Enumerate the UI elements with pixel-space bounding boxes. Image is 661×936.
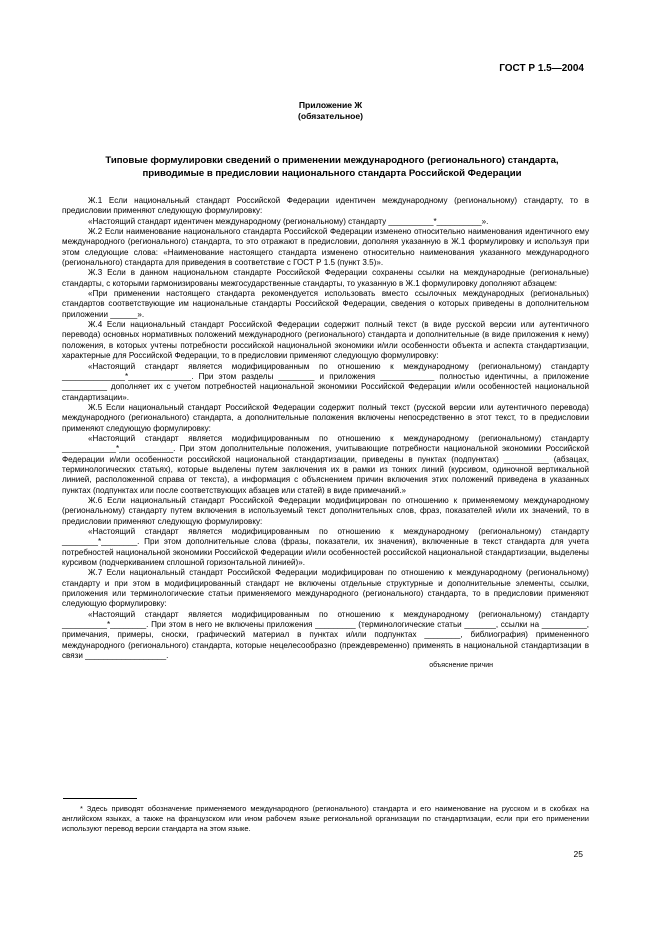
paragraph: «Настоящий стандарт является модифицированным по отношению к международному (региональному) стандарту ________*________. При этом дополнительные слова (фразы, показатели, их значения), включенные в текст стандарта для учета потребностей национальной экономики Российской Федерации и/или особенностей российской национальной стандартизации, выделены курсивом (подчеркиванием сплошной горизонтальной линией)». [62,527,589,568]
paragraph: Ж.1 Если национальный стандарт Российской Федерации идентичен международному (региональному) стандарту, то в предисловии применяют следующую формулировку: [62,196,589,216]
title-line-1: Типовые формулировки сведений о применении международного (регионального) стандарта, [105,155,559,166]
body-text [62,196,589,670]
paragraph: «Настоящий стандарт является модифицированным по отношению к международному (региональному) стандарту ______________*______________. При этом разделы ________ и приложения ____________ полностью идентичны, а приложение __________ дополняет их с учетом потребностей национальной экономики Российской Федерации и/или особенностей национальной стандартизации». [62,361,589,402]
title-line-2: приводимые в предисловии национального стандарта Российской Федерации [142,167,522,179]
page-number: 25 [573,849,583,859]
appendix-status: (обязательное) [297,111,364,121]
standard-number: ГОСТ Р 1.5—2004 [499,63,584,74]
footnote-rule [63,798,137,799]
appendix-label: Приложение Ж [298,100,363,110]
paragraph: «Настоящий стандарт идентичен международному (региональному) стандарту __________*__________». [88,216,489,226]
paragraph: Ж.3 Если в данном национальном стандарте Российской Федерации сохранены ссылки на международные (региональные) стандарты, с которыми гармонизированы межгосударственные стандарты, то указанную в Ж.1 формулировку дополняют абзацем: [62,268,589,288]
footnote-text: * Здесь приводят обозначение применяемого международного (регионального) стандарта и его наименование на русском и в скобках на английском языках, а также на французском или ином рабочем языке региональной организации по стандартизации, если при его применении используют перевод версии стандарта на этом языке. [62,804,589,833]
paragraph: Ж.6 Если национальный стандарт Российской Федерации модифицирован по отношению к применяемому международному (региональному) стандарту путем включения в используемый текст дополнительных слов, фраз, показателей и/или их значений, то в предисловии применяют следующую формулировку: [62,495,589,526]
paragraph: Ж.7 Если национальный стандарт Российской Федерации модифицирован по отношению к международному (региональному) стандарту и при этом в модифицированный стандарт не включены отдельные структурные и дополнительные элементы, ссылки, приложения или терминологические статьи применяемого международного (регионального) стандарта, то в предисловии применяют следующую формулировку: [62,568,589,609]
paragraph: Ж.2 Если наименование национального стандарта Российской Федерации изменено относительно наименования идентичного ему международного (регионального) стандарта, то это отражают в предисловии, дополняя указанную в Ж.1 формулировку и используя при этом следующие слова: «Наименование настоящего стандарта изменено относительно наименования указанного международного (регионального) стандарта для приведения в соответствие с ГОСТ Р 1.5 (пункт 3.5)». [62,227,589,268]
paragraph: Ж.4 Если национальный стандарт Российской Федерации содержит полный текст (в виде русской версии или аутентичного перевода) основных нормативных положений международного (регионального) стандарта и дополнительные (в виде приложения к нему) положения, в которых учтены потребности российской национальной экономики и/или особенности объекта и аспекта стандартизации, характерные для Российской Федерации, то в предисловии применяют следующую формулировку: [62,320,589,361]
paragraph: «Настоящий стандарт является модифицированным по отношению к международному (региональному) стандарту __________*________. При этом в него не включены приложения _________ (терминологические статьи _______, ссылки на __________, примечания, примеры, сноски, графический материал в пунктах и/или подпунктах ________, библиография) примененного международного (регионального) стандарта, которые нецелесообразно (преждевременно) применять в национальной стандартизации в связи __________________. [62,609,589,661]
appendix-heading [0,100,661,122]
paragraph: Ж.5 Если национальный стандарт Российской Федерации содержит полный текст (русской версии или аутентичного перевода) международного (регионального) стандарта, а дополнительные положения включены непосредственно в этот текст, то в предисловии применяют следующую формулировку: [62,402,589,433]
paragraph: «Настоящий стандарт является модифицированным по отношению к международному (региональному) стандарту ____________*____________. При этом дополнительные положения, учитывающие потребности национальной экономики Российской Федерации и/или особенности российской национальной стандартизации, приведены в пунктах (подпунктах) __________ (абзацах, терминологических статьях), которые выделены путем заключения их в рамки из тонких линий (курсивом, одиночной вертикальной линией, расположенной справа от текста), а информация с объяснением причин включения этих положений приведена в указанных пунктах (подпунктах или после соответствующих абзацев или статей) в виде примечаний.» [62,433,589,495]
footnote [62,804,589,834]
under-label: объяснение причин [429,662,493,670]
document-title [88,155,576,180]
paragraph: «При применении настоящего стандарта рекомендуется использовать вместо ссылочных международных (региональных) стандартов соответствующие им национальные стандарты Российской Федерации, сведения о которых приведены в дополнительном приложении ______». [62,289,589,319]
